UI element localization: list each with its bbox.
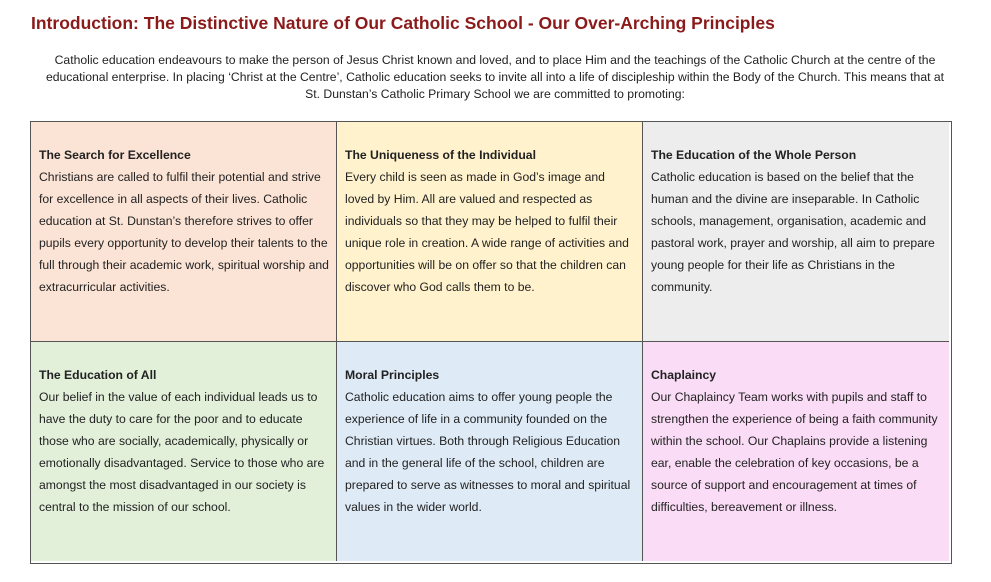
principle-cell-uniqueness-of-individual: [337, 122, 643, 342]
principle-text: Catholic education is based on the belief that the human and the divine are inseparable. In Catholic schools, management, organisation, academic and pastoral work, prayer and worship, all aim to prepare young people for their life as Christians in the community.: [651, 170, 935, 294]
principle-heading: The Education of the Whole Person: [651, 148, 857, 162]
principle-text: Catholic education aims to offer young people the experience of life in a community founded on the Christian virtues. Both through Religious Education and in the general life of the school, children are prepared to serve as witnesses to moral and spiritual values in the wider world.: [345, 390, 631, 514]
principle-text: Our Chaplaincy Team works with pupils and staff to strengthen the experience of being a faith community within the school. Our Chaplains provide a listening ear, enable the celebration of key occasions, be a source of support and encouragement at times of difficulties, bereavement or illness.: [651, 390, 938, 514]
principle-cell-education-of-whole-person: [643, 122, 949, 342]
principle-cell-education-of-all: [31, 342, 337, 561]
principle-heading: Chaplaincy: [651, 368, 717, 382]
page-title: Introduction: The Distinctive Nature of Our Catholic School - Our Over-Arching Principles: [31, 13, 775, 33]
principle-heading: The Search for Excellence: [39, 148, 191, 162]
principle-heading: Moral Principles: [345, 368, 440, 382]
principle-text: Our belief in the value of each individual leads us to have the duty to care for the poor and to educate those who are socially, academically, physically or emotionally disadvantaged. Service to those who are amongst the most disadvantaged in our society is central to the mission of our school.: [39, 390, 325, 514]
principle-text: Christians are called to fulfil their potential and strive for excellence in all aspects of their lives. Catholic education at St. Dunstan’s therefore strives to offer pupils every opportunity to develop their talents to the full through their academic work, spiritual worship and extracurricular activities.: [39, 170, 329, 294]
principles-grid: [30, 121, 952, 564]
principle-cell-moral-principles: [337, 342, 643, 561]
principle-cell-chaplaincy: [643, 342, 949, 561]
principle-text: Every child is seen as made in God’s image and loved by Him. All are valued and respected as individuals so that they may be helped to fulfil their unique role in creation. A wide range of activities and opportunities will be on offer so that the children can discover who God calls them to be.: [345, 170, 629, 294]
principle-heading: The Education of All: [39, 368, 157, 382]
principle-heading: The Uniqueness of the Individual: [345, 148, 536, 162]
principle-cell-search-for-excellence: [31, 122, 337, 342]
intro-paragraph: Catholic education endeavours to make the person of Jesus Christ known and loved, and to place Him and the teachings of the Catholic Church at the centre of the educational enterprise. In placing ‘Christ at the Centre’, Catholic education seeks to invite all into a life of discipleship within the Body of the Church. This means that at St. Dunstan’s Catholic Primary School we are committed to promoting:: [45, 53, 945, 101]
